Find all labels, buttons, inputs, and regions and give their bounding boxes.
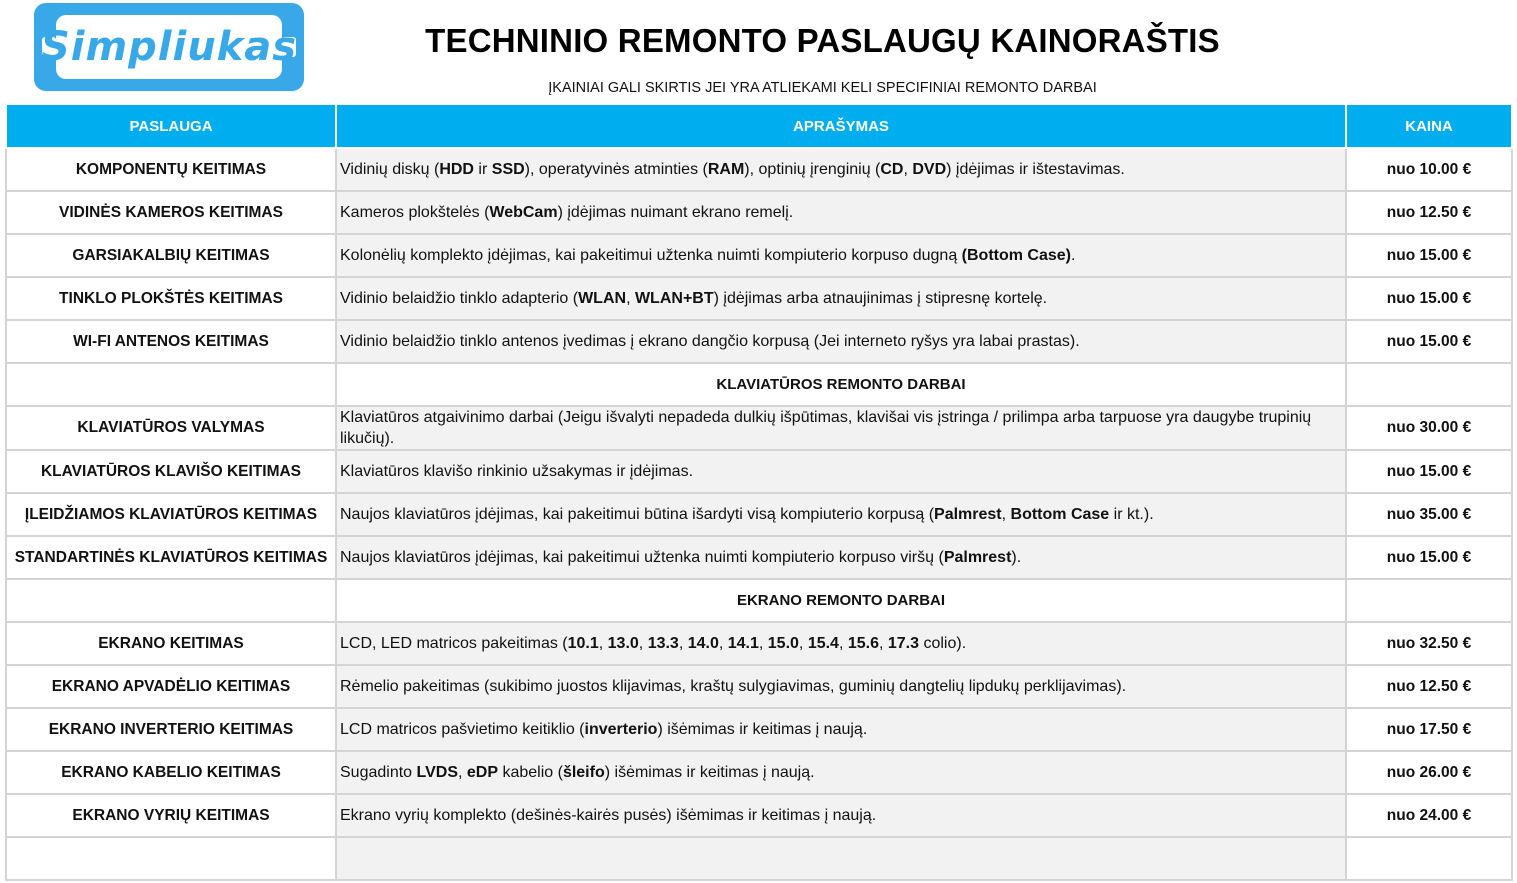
price-table [5, 103, 1513, 881]
description-bold: eDP [466, 764, 499, 781]
description-bold: 17.3 [887, 635, 920, 652]
service-price: nuo 30.00 € [1346, 406, 1512, 450]
table-header-row [6, 104, 1512, 148]
service-price: nuo 12.50 € [1346, 665, 1512, 708]
description-text: . [1071, 247, 1076, 264]
logo-text: Simpliukas [40, 24, 298, 70]
description-text: ) įdėjimas arba atnaujinimas į stipresnę kortelę. [713, 290, 1048, 307]
empty-row [6, 837, 1512, 880]
description-bold: 14.1 [727, 635, 759, 652]
service-description [336, 320, 1346, 363]
service-price: nuo 17.50 € [1346, 708, 1512, 751]
description-text: ) įdėjimas ir ištestavimas. [946, 161, 1125, 178]
service-name: EKRANO APVADĖLIO KEITIMAS [6, 665, 336, 708]
service-price: nuo 15.00 € [1346, 536, 1512, 579]
description-text: ) išėmimas ir keitimas į naują. [604, 764, 815, 781]
description-text: Vidinio belaidžio tinklo antenos įvedimas į ekrano dangčio korpusą (Jei interneto ryšys yra labai prastas). [340, 333, 1080, 350]
description-text: ir kt.). [1109, 506, 1154, 523]
section-title: KLAVIATŪROS REMONTO DARBAI [336, 363, 1346, 406]
description-text: Sugadinto [340, 764, 417, 781]
table-row [6, 665, 1512, 708]
description-bold: LVDS [416, 764, 458, 781]
description-bold: šleifo [562, 764, 605, 781]
service-name: VIDINĖS KAMEROS KEITIMAS [6, 191, 336, 234]
column-header-service: PASLAUGA [6, 104, 336, 148]
section-row [6, 579, 1512, 622]
column-header-description: APRAŠYMAS [336, 104, 1346, 148]
description-bold: inverterio [584, 721, 658, 738]
service-name: WI-FI ANTENOS KEITIMAS [6, 320, 336, 363]
table-body [6, 148, 1512, 880]
table-row [6, 406, 1512, 450]
section-empty-cell [6, 363, 336, 406]
service-description [336, 751, 1346, 794]
empty-cell [6, 837, 336, 880]
table-row [6, 450, 1512, 493]
description-bold: 15.4 [807, 635, 839, 652]
service-description [336, 406, 1346, 450]
description-text: Vidinio belaidžio tinklo adapterio ( [340, 290, 579, 307]
description-bold: WLAN+BT [634, 290, 714, 307]
table-row [6, 622, 1512, 665]
section-empty-cell [1346, 363, 1512, 406]
description-text: kabelio ( [498, 764, 563, 781]
service-name: TINKLO PLOKŠTĖS KEITIMAS [6, 277, 336, 320]
description-bold: 13.3 [647, 635, 679, 652]
service-name: KLAVIATŪROS KLAVIŠO KEITIMAS [6, 450, 336, 493]
description-bold: CD [880, 161, 904, 178]
service-description [336, 277, 1346, 320]
description-bold: 10.1 [567, 635, 599, 652]
description-bold: 13.0 [607, 635, 639, 652]
description-bold: Bottom Case [1010, 506, 1110, 523]
description-text: , [718, 635, 728, 652]
service-name: STANDARTINĖS KLAVIATŪROS KEITIMAS [6, 536, 336, 579]
description-text: ), optinių įrenginių ( [744, 161, 881, 178]
description-text: , [878, 635, 888, 652]
description-text: LCD, LED matricos pakeitimas ( [340, 635, 568, 652]
description-bold: 14.0 [687, 635, 719, 652]
description-bold: RAM [707, 161, 745, 178]
description-text: , [598, 635, 608, 652]
service-price: nuo 15.00 € [1346, 277, 1512, 320]
section-title: EKRANO REMONTO DARBAI [336, 579, 1346, 622]
service-description [336, 622, 1346, 665]
service-price: nuo 15.00 € [1346, 320, 1512, 363]
service-description [336, 450, 1346, 493]
empty-cell [1346, 837, 1512, 880]
description-text: Kolonėlių komplekto įdėjimas, kai pakeitimui užtenka nuimti kompiuterio korpuso dugną [340, 247, 962, 264]
description-text: Kameros plokštelės ( [340, 204, 490, 221]
description-bold: WebCam [489, 204, 558, 221]
service-name: GARSIAKALBIŲ KEITIMAS [6, 234, 336, 277]
description-bold: HDD [439, 161, 474, 178]
table-row [6, 234, 1512, 277]
description-text: Klaviatūros klavišo rinkinio užsakymas ir įdėjimas. [340, 463, 694, 480]
service-description [336, 665, 1346, 708]
table-row [6, 191, 1512, 234]
column-header-price: KAINA [1346, 104, 1512, 148]
description-text: , [798, 635, 808, 652]
description-bold: Palmrest [934, 506, 1002, 523]
description-text: colio). [919, 635, 967, 652]
service-price: nuo 26.00 € [1346, 751, 1512, 794]
service-price: nuo 10.00 € [1346, 148, 1512, 191]
section-row [6, 363, 1512, 406]
table-row [6, 277, 1512, 320]
description-text: , [758, 635, 768, 652]
service-price: nuo 35.00 € [1346, 493, 1512, 536]
table-row [6, 794, 1512, 837]
section-empty-cell [6, 579, 336, 622]
description-bold: 15.0 [767, 635, 799, 652]
service-price: nuo 15.00 € [1346, 234, 1512, 277]
description-text: , [838, 635, 848, 652]
description-text: ) išėmimas ir keitimas į naują. [657, 721, 868, 738]
empty-cell [336, 837, 1346, 880]
service-name: EKRANO KABELIO KEITIMAS [6, 751, 336, 794]
service-price: nuo 15.00 € [1346, 450, 1512, 493]
page-title: TECHNINIO REMONTO PASLAUGŲ KAINORAŠTIS [425, 22, 1220, 59]
description-text: Rėmelio pakeitimas (sukibimo juostos klijavimas, kraštų sulygiavimas, guminių dangtelių lipdukų perklijavimas). [340, 678, 1127, 695]
description-text: , [1001, 506, 1011, 523]
table-row [6, 536, 1512, 579]
section-empty-cell [1346, 579, 1512, 622]
service-name: KLAVIATŪROS VALYMAS [6, 406, 336, 450]
description-bold: DVD [912, 161, 947, 178]
description-text: , [678, 635, 688, 652]
description-text: ), operatyvinės atminties ( [524, 161, 708, 178]
service-description [336, 234, 1346, 277]
table-row [6, 751, 1512, 794]
description-text: ). [1011, 549, 1022, 566]
description-text: Ekrano vyrių komplekto (dešinės-kairės pusės) išėmimas ir keitimas į naują. [340, 807, 877, 824]
logo-badge [40, 15, 298, 79]
description-bold: (Bottom Case) [961, 247, 1071, 264]
description-text: , [626, 290, 635, 307]
service-name: EKRANO VYRIŲ KEITIMAS [6, 794, 336, 837]
service-description [336, 708, 1346, 751]
description-text: , [903, 161, 913, 178]
table-row [6, 320, 1512, 363]
description-bold: WLAN [578, 290, 627, 307]
description-bold: 15.6 [847, 635, 879, 652]
description-bold: SSD [491, 161, 525, 178]
service-description [336, 191, 1346, 234]
service-price: nuo 24.00 € [1346, 794, 1512, 837]
service-description [336, 493, 1346, 536]
description-text: Naujos klaviatūros įdėjimas, kai pakeitimui užtenka nuimti kompiuterio korpuso viršų ( [340, 549, 944, 566]
description-text: , [458, 764, 467, 781]
table-row [6, 493, 1512, 536]
table-row [6, 708, 1512, 751]
description-text: , [638, 635, 648, 652]
description-text: Klaviatūros atgaivinimo darbai (Jeigu išvalyti nepadeda dulkių išpūtimas, klavišai vis įstringa / prilimpa arba tarpuose yra daugybe trupinių likučių). [340, 409, 1312, 447]
service-name: EKRANO KEITIMAS [6, 622, 336, 665]
service-price: nuo 32.50 € [1346, 622, 1512, 665]
description-text: ) įdėjimas nuimant ekrano remelį. [557, 204, 794, 221]
description-text: Naujos klaviatūros įdėjimas, kai pakeitimui būtina išardyti visą kompiuterio korpusą ( [340, 506, 935, 523]
table-row [6, 148, 1512, 191]
description-bold: Palmrest [943, 549, 1012, 566]
description-text: LCD matricos pašvietimo keitiklio ( [340, 721, 585, 738]
service-description [336, 536, 1346, 579]
logo [34, 3, 304, 91]
service-price: nuo 12.50 € [1346, 191, 1512, 234]
service-description [336, 794, 1346, 837]
service-name: EKRANO INVERTERIO KEITIMAS [6, 708, 336, 751]
description-text: Vidinių diskų ( [340, 161, 440, 178]
service-name: ĮLEIDŽIAMOS KLAVIATŪROS KEITIMAS [6, 493, 336, 536]
page-subtitle: ĮKAINIAI GALI SKIRTIS JEI YRA ATLIEKAMI KELI SPECIFINIAI REMONTO DARBAI [548, 80, 1097, 96]
service-description [336, 148, 1346, 191]
service-name: KOMPONENTŲ KEITIMAS [6, 148, 336, 191]
description-text: ir [473, 161, 492, 178]
